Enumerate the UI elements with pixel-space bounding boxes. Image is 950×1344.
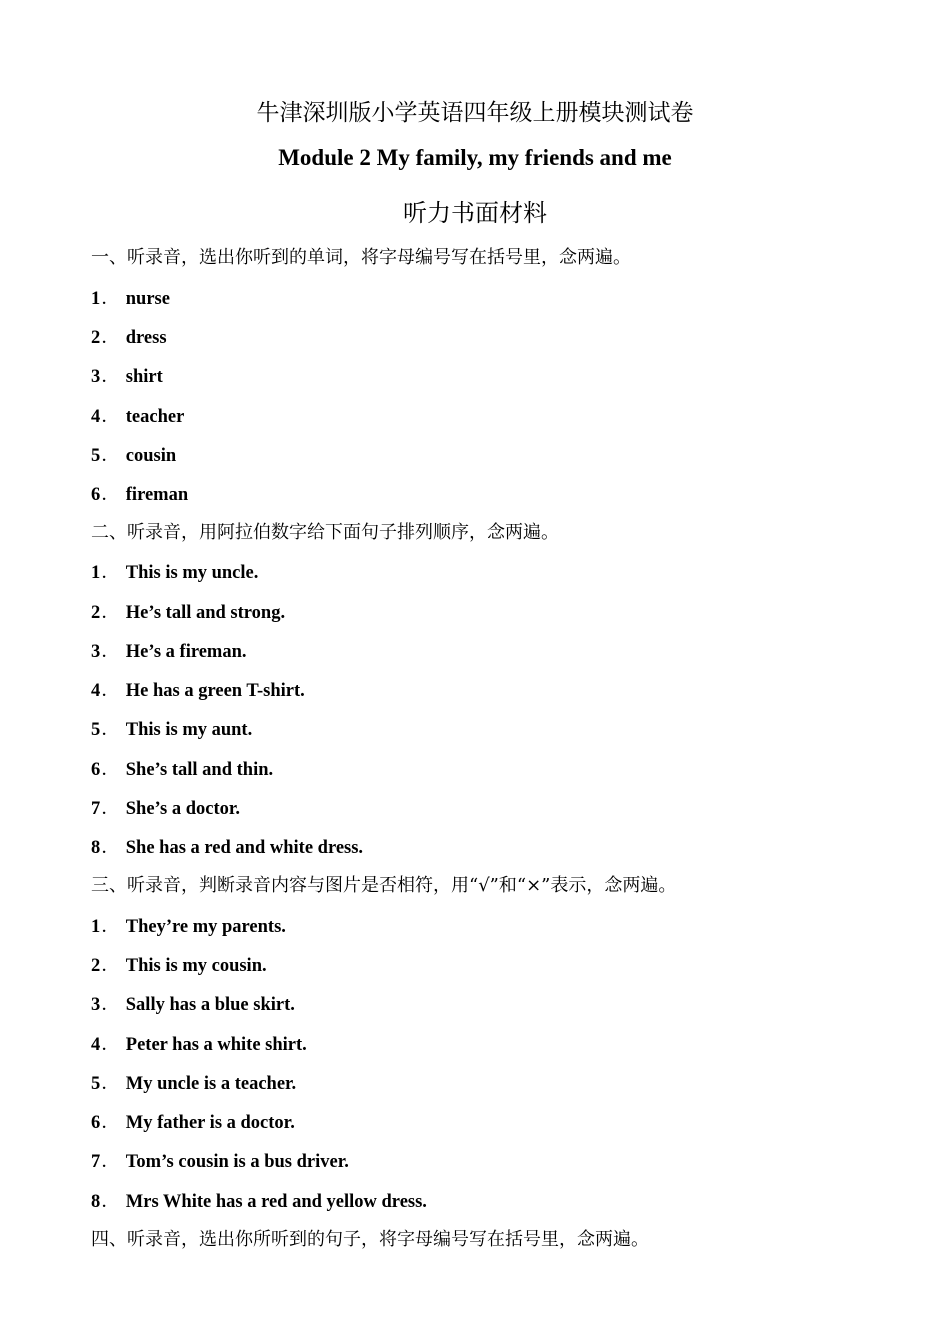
list-item: 4． teacher bbox=[91, 407, 185, 427]
list-item: 1． This is my uncle. bbox=[91, 563, 259, 583]
list-item: 6． My father is a doctor. bbox=[91, 1113, 295, 1133]
list-item: 1． nurse bbox=[91, 289, 170, 309]
section-1-instruction: 一、听录音，选出你听到的单词，将字母编号写在括号里，念两遍。 bbox=[91, 247, 631, 268]
list-item: 3． Sally has a blue skirt. bbox=[91, 995, 295, 1015]
list-item: 3． He’s a fireman. bbox=[91, 642, 247, 662]
section-4-instruction: 四、听录音，选出你所听到的句子，将字母编号写在括号里，念两遍。 bbox=[91, 1229, 649, 1250]
list-item: 2． dress bbox=[91, 328, 167, 348]
list-item: 5． cousin bbox=[91, 446, 177, 466]
list-item: 8． She has a red and white dress. bbox=[91, 838, 364, 858]
list-item: 2． He’s tall and strong. bbox=[91, 603, 286, 623]
list-item: 7． She’s a doctor. bbox=[91, 799, 241, 819]
list-item: 2． This is my cousin. bbox=[91, 956, 267, 976]
list-item: 5． This is my aunt. bbox=[91, 720, 253, 740]
list-item: 5． My uncle is a teacher. bbox=[91, 1074, 297, 1094]
title-chinese: 牛津深圳版小学英语四年级上册模块测试卷 bbox=[256, 100, 694, 126]
list-item: 8． Mrs White has a red and yellow dress. bbox=[91, 1192, 427, 1212]
list-item: 6． fireman bbox=[91, 485, 189, 505]
list-item: 1． They’re my parents. bbox=[91, 917, 286, 937]
list-item: 7． Tom’s cousin is a bus driver. bbox=[91, 1152, 349, 1172]
section-3-instruction: 三、听录音，判断录音内容与图片是否相符，用“√”和“×”表示，念两遍。 bbox=[91, 875, 677, 896]
list-item: 3． shirt bbox=[91, 367, 163, 387]
section-2-instruction: 二、听录音，用阿拉伯数字给下面句子排列顺序，念两遍。 bbox=[91, 522, 559, 543]
list-item: 4． He has a green T-shirt. bbox=[91, 681, 305, 701]
list-item: 4． Peter has a white shirt. bbox=[91, 1035, 307, 1055]
title-module: Module 2 My family, my friends and me bbox=[278, 145, 672, 170]
subtitle: 听力书面材料 bbox=[403, 199, 547, 227]
list-item: 6． She’s tall and thin. bbox=[91, 760, 274, 780]
